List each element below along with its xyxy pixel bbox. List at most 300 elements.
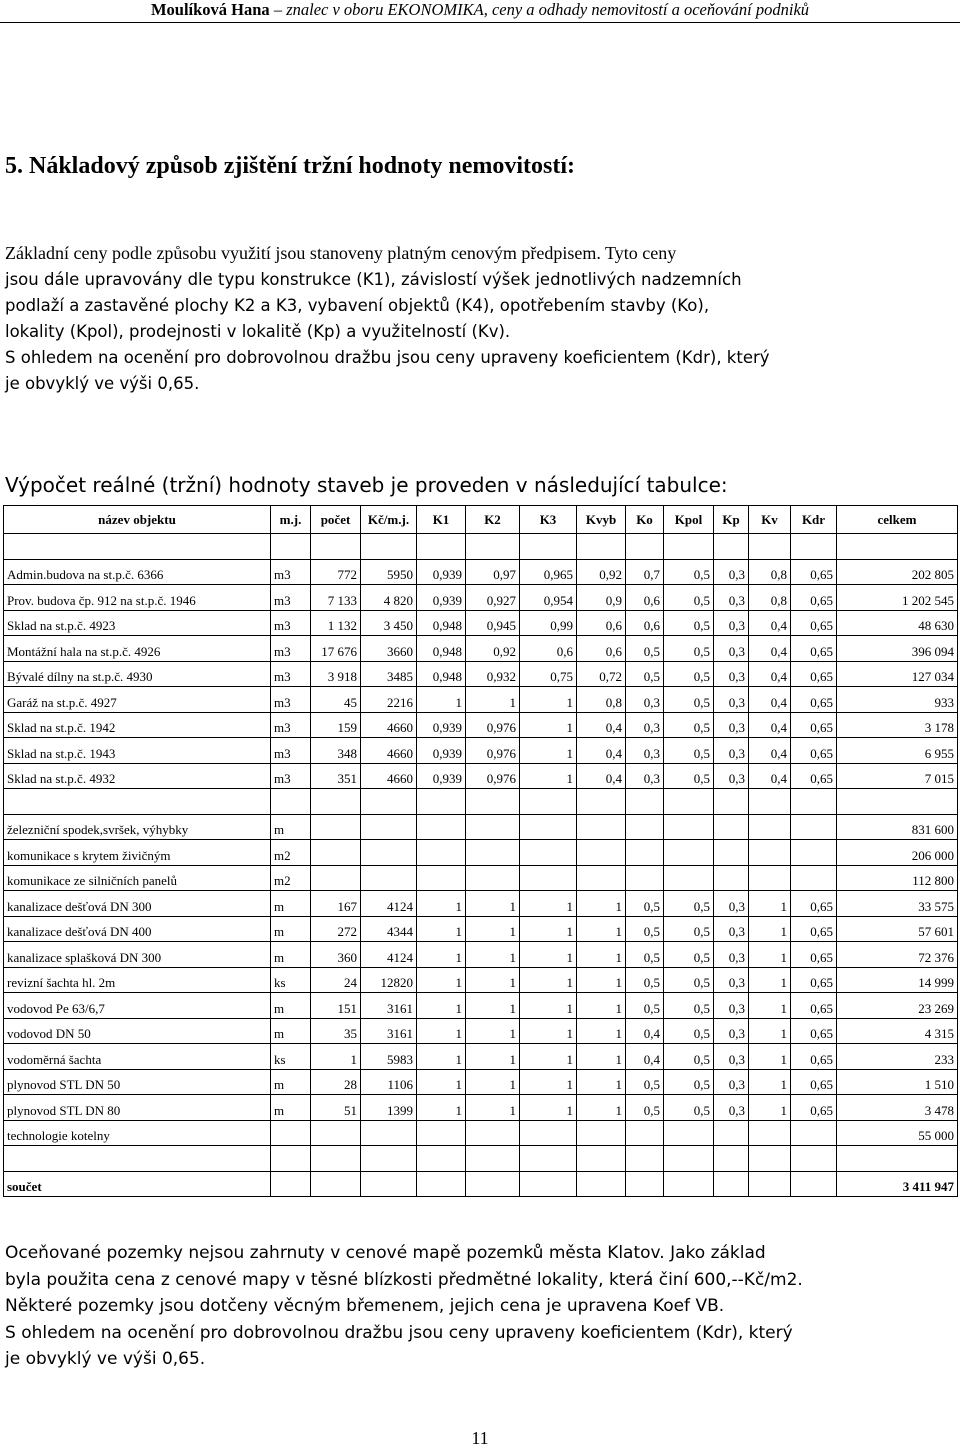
object-name-cell: Garáž na st.p.č. 4927: [4, 687, 271, 713]
table-cell: 0,3: [714, 610, 749, 636]
table-cell: 6 955: [837, 738, 958, 764]
table-cell: 1: [749, 1095, 791, 1121]
table-cell: [361, 789, 417, 815]
table-cell: 0,4: [749, 738, 791, 764]
table-cell: 0,939: [417, 738, 466, 764]
table-cell: 4660: [361, 763, 417, 789]
table-cell: [361, 840, 417, 866]
table-cell: 0,65: [791, 610, 837, 636]
table-cell: m3: [271, 661, 311, 687]
table-cell: 51: [311, 1095, 361, 1121]
table-cell: [311, 840, 361, 866]
table-cell: 831 600: [837, 814, 958, 840]
column-header: Kv: [749, 506, 791, 534]
table-row: [4, 967, 958, 993]
table-cell: 1: [577, 916, 626, 942]
table-cell: 72 376: [837, 942, 958, 968]
table-cell: 112 800: [837, 865, 958, 891]
table-cell: [520, 1120, 577, 1146]
object-name-cell: komunikace s krytem živičným: [4, 840, 271, 866]
table-row: [4, 559, 958, 585]
table-cell: 0,3: [714, 1069, 749, 1095]
table-cell: 0,5: [664, 967, 714, 993]
table-cell: 0,4: [749, 661, 791, 687]
column-header: Ko: [626, 506, 664, 534]
table-cell: 1: [466, 1095, 520, 1121]
table-cell: 0,75: [520, 661, 577, 687]
table-cell: m3: [271, 687, 311, 713]
table-cell: 0,65: [791, 1095, 837, 1121]
object-name-cell: [4, 789, 271, 815]
table-cell: m: [271, 1095, 311, 1121]
table-cell: [311, 814, 361, 840]
table-cell: 0,3: [714, 763, 749, 789]
land-line: je obvyklý ve výši 0,65.: [5, 1349, 206, 1369]
table-cell: [311, 865, 361, 891]
table-cell: 1 510: [837, 1069, 958, 1095]
table-cell: 1: [520, 738, 577, 764]
object-name-cell: plynovod STL DN 80: [4, 1095, 271, 1121]
table-cell: 1: [577, 967, 626, 993]
table-cell: m: [271, 1069, 311, 1095]
table-cell: 55 000: [837, 1120, 958, 1146]
table-cell: 0,65: [791, 1018, 837, 1044]
table-cell: 3161: [361, 993, 417, 1019]
table-cell: 5983: [361, 1044, 417, 1070]
table-cell: 0,939: [417, 559, 466, 585]
object-name-cell: Sklad na st.p.č. 4932: [4, 763, 271, 789]
table-cell: [664, 814, 714, 840]
table-cell: [361, 814, 417, 840]
table-cell: 360: [311, 942, 361, 968]
table-cell: 1: [520, 993, 577, 1019]
table-cell: m3: [271, 763, 311, 789]
object-name-cell: součet: [4, 1171, 271, 1197]
table-cell: 4 315: [837, 1018, 958, 1044]
table-cell: 233: [837, 1044, 958, 1070]
table-cell: [417, 1120, 466, 1146]
table-row: [4, 585, 958, 611]
table-cell: 1: [749, 891, 791, 917]
table-cell: [417, 1171, 466, 1197]
table-cell: 3 411 947: [837, 1171, 958, 1197]
table-cell: 0,5: [664, 1095, 714, 1121]
table-cell: 0,5: [664, 610, 714, 636]
header-role: – znalec v oboru EKONOMIKA, ceny a odhady nemovitostí a oceňování podniků: [273, 0, 810, 19]
table-cell: 1: [417, 1069, 466, 1095]
table-cell: 1: [466, 1044, 520, 1070]
table-cell: m2: [271, 865, 311, 891]
table-row: [4, 891, 958, 917]
table-cell: 0,4: [749, 712, 791, 738]
table-cell: 0,4: [749, 636, 791, 662]
table-cell: 3485: [361, 661, 417, 687]
table-cell: 0,5: [664, 687, 714, 713]
table-row: [4, 1069, 958, 1095]
table-cell: 0,3: [714, 687, 749, 713]
table-cell: 0,65: [791, 942, 837, 968]
intro-line: lokality (Kpol), prodejnosti v lokalitě (Kp) a využitelností (Kv).: [5, 322, 511, 341]
table-cell: [520, 789, 577, 815]
table-cell: 1: [417, 942, 466, 968]
table-cell: 7 133: [311, 585, 361, 611]
object-name-cell: komunikace ze silničních panelů: [4, 865, 271, 891]
table-cell: 0,3: [714, 661, 749, 687]
table-cell: [791, 789, 837, 815]
table-cell: 1 202 545: [837, 585, 958, 611]
table-cell: 0,9: [577, 585, 626, 611]
table-cell: 1: [520, 1095, 577, 1121]
table-cell: 1: [520, 712, 577, 738]
table-cell: 3 478: [837, 1095, 958, 1121]
table-cell: [311, 1171, 361, 1197]
table-cell: 933: [837, 687, 958, 713]
table-cell: 1: [749, 916, 791, 942]
land-line: S ohledem na ocenění pro dobrovolnou dražbu jsou ceny upraveny koeficientem (Kdr), který: [5, 1322, 793, 1343]
table-cell: 0,3: [714, 942, 749, 968]
object-name-cell: vodovod Pe 63/6,7: [4, 993, 271, 1019]
table-cell: 0,3: [714, 967, 749, 993]
table-cell: 3161: [361, 1018, 417, 1044]
table-cell: 3 178: [837, 712, 958, 738]
table-cell: [577, 534, 626, 560]
table-cell: 0,5: [664, 1069, 714, 1095]
table-cell: 12820: [361, 967, 417, 993]
table-cell: [466, 865, 520, 891]
table-row: [4, 687, 958, 713]
table-cell: [714, 1146, 749, 1172]
table-cell: 151: [311, 993, 361, 1019]
table-cell: 28: [311, 1069, 361, 1095]
table-cell: m: [271, 1018, 311, 1044]
table-cell: [577, 789, 626, 815]
table-cell: 0,5: [626, 916, 664, 942]
table-cell: 7 015: [837, 763, 958, 789]
table-cell: [361, 865, 417, 891]
table-cell: 57 601: [837, 916, 958, 942]
table-cell: 0,4: [749, 610, 791, 636]
table-cell: 4344: [361, 916, 417, 942]
table-cell: 0,5: [664, 891, 714, 917]
table-cell: 0,3: [714, 636, 749, 662]
table-cell: ks: [271, 1044, 311, 1070]
intro-line: je obvyklý ve výši 0,65.: [5, 374, 200, 393]
table-cell: 0,3: [714, 916, 749, 942]
column-header: Kč/m.j.: [361, 506, 417, 534]
table-cell: 0,5: [626, 993, 664, 1019]
table-row: [4, 865, 958, 891]
table-cell: [791, 1146, 837, 1172]
table-cell: 4124: [361, 942, 417, 968]
table-cell: 0,5: [664, 1044, 714, 1070]
table-cell: 0,5: [626, 891, 664, 917]
table-cell: [417, 1146, 466, 1172]
table-cell: 0,3: [714, 712, 749, 738]
table-cell: 0,5: [626, 942, 664, 968]
object-name-cell: Montážní hala na st.p.č. 4926: [4, 636, 271, 662]
table-cell: 0,3: [714, 559, 749, 585]
table-cell: 0,8: [749, 585, 791, 611]
table-cell: [520, 1146, 577, 1172]
table-cell: 35: [311, 1018, 361, 1044]
table-cell: 0,954: [520, 585, 577, 611]
object-name-cell: železniční spodek,svršek, výhybky: [4, 814, 271, 840]
table-cell: m3: [271, 610, 311, 636]
table-cell: 0,976: [466, 712, 520, 738]
table-cell: 0,965: [520, 559, 577, 585]
table-cell: 1399: [361, 1095, 417, 1121]
object-name-cell: Sklad na st.p.č. 1943: [4, 738, 271, 764]
table-cell: [626, 789, 664, 815]
table-cell: 3 450: [361, 610, 417, 636]
table-cell: 4 820: [361, 585, 417, 611]
table-row: [4, 1120, 958, 1146]
table-cell: 1: [577, 1069, 626, 1095]
table-cell: [466, 534, 520, 560]
table-cell: 1: [577, 1044, 626, 1070]
table-cell: 0,6: [577, 610, 626, 636]
table-cell: [749, 789, 791, 815]
table-cell: 17 676: [311, 636, 361, 662]
table-cell: [837, 789, 958, 815]
table-cell: 1: [577, 1095, 626, 1121]
table-cell: [577, 1146, 626, 1172]
table-cell: 0,4: [626, 1018, 664, 1044]
table-cell: m: [271, 891, 311, 917]
table-cell: 1: [466, 916, 520, 942]
table-cell: [626, 865, 664, 891]
table-cell: 5950: [361, 559, 417, 585]
table-cell: 4660: [361, 738, 417, 764]
table-cell: 1: [417, 1018, 466, 1044]
table-cell: [466, 1146, 520, 1172]
table-cell: 1: [749, 967, 791, 993]
table-cell: 0,939: [417, 585, 466, 611]
object-name-cell: kanalizace dešťová DN 400: [4, 916, 271, 942]
table-cell: 1: [749, 1044, 791, 1070]
table-cell: [520, 840, 577, 866]
table-cell: 0,5: [664, 712, 714, 738]
table-cell: m: [271, 814, 311, 840]
table-cell: 1: [749, 942, 791, 968]
table-cell: 0,3: [714, 1044, 749, 1070]
table-cell: [466, 840, 520, 866]
table-cell: 0,65: [791, 661, 837, 687]
table-cell: 0,65: [791, 967, 837, 993]
column-header: Kpol: [664, 506, 714, 534]
table-cell: 0,3: [714, 738, 749, 764]
table-cell: 351: [311, 763, 361, 789]
table-cell: 0,3: [626, 763, 664, 789]
table-cell: m3: [271, 738, 311, 764]
table-cell: 0,939: [417, 712, 466, 738]
table-cell: 0,5: [626, 967, 664, 993]
object-name-cell: Sklad na st.p.č. 1942: [4, 712, 271, 738]
table-cell: 772: [311, 559, 361, 585]
table-row: [4, 763, 958, 789]
table-cell: m: [271, 916, 311, 942]
land-line: Některé pozemky jsou dotčeny věcným břemenem, jejich cena je upravena Koef VB.: [5, 1296, 725, 1316]
column-header: Kp: [714, 506, 749, 534]
table-cell: 1: [749, 1069, 791, 1095]
table-cell: [626, 840, 664, 866]
table-row: [4, 1018, 958, 1044]
table-cell: 3 918: [311, 661, 361, 687]
table-cell: 1: [466, 967, 520, 993]
table-cell: [664, 1146, 714, 1172]
table-cell: [714, 865, 749, 891]
table-cell: 0,65: [791, 687, 837, 713]
table-cell: [664, 1120, 714, 1146]
table-cell: [791, 865, 837, 891]
table-cell: 1: [520, 1069, 577, 1095]
table-cell: 1: [520, 891, 577, 917]
column-header: počet: [311, 506, 361, 534]
table-cell: m2: [271, 840, 311, 866]
table-cell: 23 269: [837, 993, 958, 1019]
table-cell: [311, 1120, 361, 1146]
table-row: [4, 942, 958, 968]
column-header: Kvyb: [577, 506, 626, 534]
table-cell: [749, 534, 791, 560]
table-cell: m3: [271, 559, 311, 585]
object-name-cell: kanalizace dešťová DN 300: [4, 891, 271, 917]
object-name-cell: Admin.budova na st.p.č. 6366: [4, 559, 271, 585]
table-cell: m3: [271, 712, 311, 738]
table-cell: 0,6: [520, 636, 577, 662]
table-cell: 0,976: [466, 738, 520, 764]
table-cell: 0,99: [520, 610, 577, 636]
table-cell: [664, 789, 714, 815]
table-cell: 0,65: [791, 636, 837, 662]
intro-line: podlaží a zastavěné plochy K2 a K3, vybavení objektů (K4), opotřebením stavby (Ko),: [5, 296, 710, 315]
land-line: Oceňované pozemky nejsou zahrnuty v cenové mapě pozemků města Klatov. Jako základ: [5, 1243, 766, 1263]
table-cell: [664, 865, 714, 891]
table-cell: 0,92: [466, 636, 520, 662]
table-cell: 1: [749, 993, 791, 1019]
table-cell: 167: [311, 891, 361, 917]
intro-line: jsou dále upravovány dle typu konstrukce (K1), závislostí výšek jednotlivých nadzemních: [5, 270, 742, 289]
table-cell: 0,5: [664, 636, 714, 662]
table-cell: [714, 1120, 749, 1146]
table-cell: [361, 1120, 417, 1146]
table-cell: [577, 865, 626, 891]
table-cell: 3660: [361, 636, 417, 662]
object-name-cell: technologie kotelny: [4, 1120, 271, 1146]
table-cell: [626, 534, 664, 560]
table-cell: [664, 1171, 714, 1197]
table-cell: 0,948: [417, 610, 466, 636]
table-cell: 1 132: [311, 610, 361, 636]
table-cell: 0,5: [626, 636, 664, 662]
table-cell: 0,92: [577, 559, 626, 585]
table-cell: 0,65: [791, 1069, 837, 1095]
table-cell: [626, 814, 664, 840]
page-header: [0, 0, 960, 20]
table-cell: [520, 1171, 577, 1197]
table-cell: 0,945: [466, 610, 520, 636]
table-cell: 1: [520, 942, 577, 968]
table-cell: 1: [577, 993, 626, 1019]
table-cell: 0,65: [791, 738, 837, 764]
table-cell: 1: [749, 1018, 791, 1044]
table-row: [4, 1095, 958, 1121]
table-cell: 1: [466, 687, 520, 713]
table-cell: [466, 814, 520, 840]
table-cell: [577, 1171, 626, 1197]
object-name-cell: vodovod DN 50: [4, 1018, 271, 1044]
table-cell: [714, 1171, 749, 1197]
table-cell: [791, 814, 837, 840]
table-cell: [664, 840, 714, 866]
table-cell: 0,3: [714, 585, 749, 611]
table-cell: 0,4: [577, 712, 626, 738]
table-cell: 24: [311, 967, 361, 993]
table-cell: 0,4: [577, 738, 626, 764]
table-cell: 0,939: [417, 763, 466, 789]
table-cell: 1: [466, 993, 520, 1019]
table-cell: 1: [466, 942, 520, 968]
table-cell: [714, 789, 749, 815]
table-cell: 0,5: [664, 993, 714, 1019]
table-cell: 1: [417, 891, 466, 917]
table-cell: 159: [311, 712, 361, 738]
table-cell: [466, 789, 520, 815]
table-cell: [749, 1146, 791, 1172]
table-cell: 1: [417, 1044, 466, 1070]
header-author: Moulíková Hana: [150, 0, 270, 19]
table-cell: [791, 1171, 837, 1197]
table-cell: 33 575: [837, 891, 958, 917]
table-cell: 0,65: [791, 1044, 837, 1070]
table-cell: [749, 814, 791, 840]
table-cell: [749, 1171, 791, 1197]
table-cell: 0,72: [577, 661, 626, 687]
table-cell: 0,7: [626, 559, 664, 585]
table-cell: 1: [520, 1044, 577, 1070]
table-cell: 0,6: [577, 636, 626, 662]
table-cell: m: [271, 993, 311, 1019]
table-cell: [714, 534, 749, 560]
table-body: [4, 534, 958, 1197]
section-title: 5. Nákladový způsob zjištění tržní hodnoty nemovitostí:: [5, 153, 576, 179]
table-cell: 0,3: [714, 891, 749, 917]
table-cell: 0,3: [626, 712, 664, 738]
table-cell: 0,976: [466, 763, 520, 789]
table-row: [4, 610, 958, 636]
table-cell: 1106: [361, 1069, 417, 1095]
intro-line: S ohledem na ocenění pro dobrovolnou dražbu jsou ceny upraveny koeficientem (Kdr), který: [5, 348, 770, 367]
table-cell: 0,6: [626, 585, 664, 611]
table-cell: 2216: [361, 687, 417, 713]
table-row: [4, 1044, 958, 1070]
column-header: m.j.: [271, 506, 311, 534]
table-cell: 45: [311, 687, 361, 713]
table-cell: 14 999: [837, 967, 958, 993]
table-cell: 1: [417, 967, 466, 993]
table-cell: 0,65: [791, 916, 837, 942]
table-cell: 396 094: [837, 636, 958, 662]
table-cell: m3: [271, 585, 311, 611]
object-name-cell: [4, 1146, 271, 1172]
table-cell: 0,97: [466, 559, 520, 585]
table-cell: 0,5: [664, 738, 714, 764]
table-cell: 127 034: [837, 661, 958, 687]
table-cell: 1: [466, 891, 520, 917]
table-cell: [520, 814, 577, 840]
table-cell: 0,65: [791, 712, 837, 738]
object-name-cell: Prov. budova čp. 912 na st.p.č. 1946: [4, 585, 271, 611]
